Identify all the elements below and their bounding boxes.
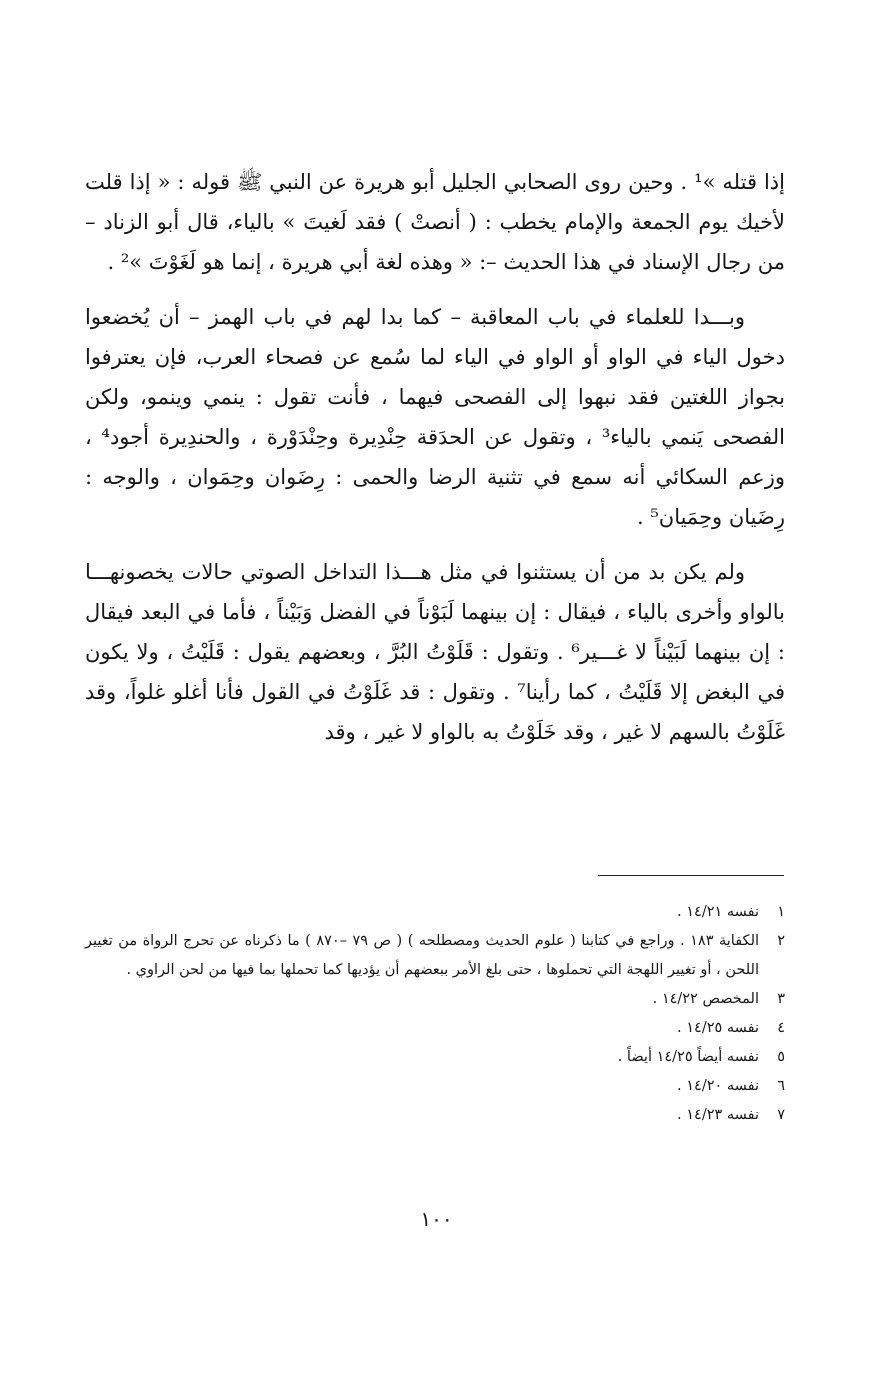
footnote-number: ٧ (777, 1107, 785, 1123)
paragraph-3: ولم يكن بد من أن يستثنوا في مثل هـــذا التداخل الصوتي حالات يخصونهـــا بالواو وأخرى بالياء ، فيقال : إن بينهما لَبَوْناً في الفضل وَبَيْناً ، فأما في البعد فيقال : إن بينهما لَبَيْناً لا غـــير⁶ . وتقول : قَلَوْتُ البُرَّ ، وبعضهم يقول : قَلَيْتُ ، ولا يكون في البغض إلا قَلَيْتُ ، كما رأينا⁷ . وتقول : قد غَلَوْتُ في القول فأنا أغلو غلواً، وقد غَلَوْتُ بالسهم لا غير ، وقد خَلَوْتُ به بالواو لا غير ، وقد (85, 560, 785, 744)
paragraph-1: إذا قتله »¹ . وحين روى الصحابي الجليل أبو هريرة عن النبي ﷺ قوله : « إذا قلت لأخيك يوم الجمعة والإمام يخطب : ( أنصتْ ) فقد لَغيتَ » بالياء، قال أبو الزناد – من رجال الإسناد في هذا الحديث –: « وهذه لغة أبي هريرة ، إنما هو لَغَوْتَ »² . (85, 170, 785, 274)
footnote-number: ٤ (777, 1020, 785, 1036)
main-text (85, 162, 785, 752)
footnote-separator (598, 875, 784, 876)
page-number: ١٠٠ (420, 1207, 453, 1231)
footnote-4 (85, 1014, 785, 1043)
footnote-1 (85, 898, 785, 927)
footnote-number: ١ (777, 904, 785, 920)
footnotes (85, 898, 785, 1130)
footnote-6 (85, 1072, 785, 1101)
footnote-text: نفسه ١٤/٢٥ . (677, 1020, 759, 1036)
paragraph-2: وبـــدا للعلماء في باب المعاقبة – كما بدا لهم في باب الهمز – أن يُخضعوا دخول الياء في الواو أو الواو في الياء لما سُمع عن فصحاء العرب، فإن يعترفوا بجواز اللغتين فقد نبهوا إلى الفصحى فيهما ، فأنت تقول : ينمي وينمو، ولكن الفصحى يَنمي بالياء³ ، وتقول عن الحدَقة حِنْدِيرة وحِنْدَوْرة ، والحندِيرة أجود⁴ ، وزعم السكائي أنه سمع في تثنية الرضا والحمى : رِضَوان وحِمَوان ، والوجه : رِضَيان وحِمَيان⁵ . (85, 305, 785, 529)
footnote-text: المخصص ١٤/٢٢ . (652, 991, 759, 1007)
footnote-number: ٢ (777, 933, 785, 949)
footnote-text: نفسه ١٤/٢٣ . (677, 1107, 759, 1123)
footnote-3 (85, 985, 785, 1014)
footnote-7 (85, 1101, 785, 1130)
footnote-number: ٣ (777, 991, 785, 1007)
footnote-text: نفسه ١٤/٢١ . (677, 904, 759, 920)
footnote-number: ٥ (777, 1049, 785, 1065)
footnote-text: الكفاية ١٨٣ . وراجع في كتابنا ( علوم الحديث ومصطلحه ) ( ص ٧٩ –٨٧٠ ) ما ذكرناه عن تحرج الرواة من تغيير اللحن ، أو تغيير اللهجة التي تحملوها ، حتى بلغ الأمر ببعضهم أن يؤديها كما تحملها بما فيها من لحن الراوي . (85, 933, 760, 978)
footnote-2 (85, 927, 785, 985)
footnote-5 (85, 1043, 785, 1072)
footnote-number: ٦ (777, 1078, 785, 1094)
footnote-text: نفسه أيضاً ١٤/٢٥ أيضاً . (617, 1049, 759, 1065)
footnote-text: نفسه ١٤/٢٠ . (677, 1078, 759, 1094)
